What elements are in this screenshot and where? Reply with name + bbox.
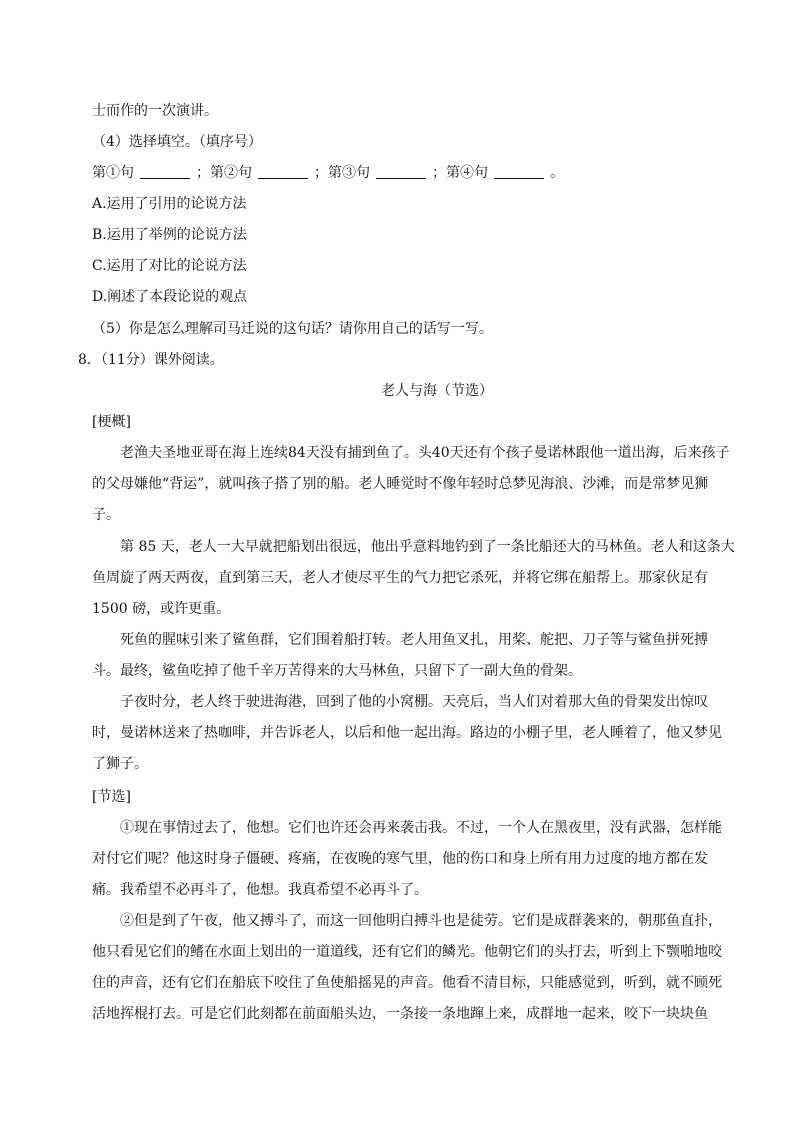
summary-p2-line3: 1500 磅，或许更重。 [92, 601, 231, 617]
option-a: A.运用了引用的论说方法 [92, 196, 247, 212]
summary-p2-line2: 鱼周旋了两天两夜，直到第三天，老人才使尽平生的气力把它杀死，并将它绑在船帮上。那家伙足有 [92, 570, 708, 586]
summary-p4-line1: 子夜时分，老人终于驶进海港，回到了他的小窝棚。天亮后，当人们对着那大鱼的骨架发出惊叹 [120, 694, 708, 710]
excerpt-p1-line1: ①现在事情过去了，他想。它们也许还会再来袭击我。不过，一个人在黑夜里，没有武器，怎样能 [120, 820, 722, 836]
option-c: C.运用了对比的论说方法 [92, 258, 247, 274]
answer-blank-3[interactable] [376, 164, 426, 179]
summary-p3-line1: 死鱼的腥味引来了鲨鱼群，它们围着船打转。老人用鱼叉扎，用桨、舵把、刀子等与鲨鱼拼死搏 [120, 632, 708, 648]
q7-4-blanks [92, 163, 564, 183]
q8-header: 8．（11分）课外阅读。 [78, 352, 224, 368]
blank-label-2: ；第②句 [196, 165, 252, 181]
summary-p1-line1: 老渔夫圣地亚哥在海上连续84天没有捕到鱼了。头40天还有个孩子曼诺林跟他一道出海，后来孩子 [120, 445, 730, 461]
q7-4-prompt: （4）选择填空。（填序号） [92, 134, 262, 150]
blank-label-3: ；第③句 [314, 165, 370, 181]
summary-p1-line3: 子。 [92, 507, 120, 523]
option-b: B.运用了举例的论说方法 [92, 227, 247, 243]
excerpt-p1-line2: 对付它们呢？他这时身子僵硬、疼痛，在夜晚的寒气里，他的伤口和身上所有用力过度的地方都在发 [92, 851, 708, 867]
excerpt-p1-line3: 痛。我希望不必再斗了，他想。我真希望不必再斗了。 [92, 882, 428, 898]
excerpt-p2-line1: ②但是到了午夜，他又搏斗了，而这一回他明白搏斗也是徒劳。它们是成群袭来的，朝那鱼直扑， [120, 913, 722, 929]
summary-p1-line2: 的父母嫌他“背运”，就叫孩子搭了别的船。老人睡觉时不像年轻时总梦见海浪、沙滩，而是常梦见狮 [92, 476, 709, 492]
excerpt-p2-line2: 他只看见它们的鳍在水面上划出的一道道线，还有它们的鳞光。他朝它们的头打去，听到上下颚啪地咬 [92, 944, 722, 960]
summary-p4-line3: 了狮子。 [92, 756, 148, 772]
blank-end: 。 [550, 165, 564, 181]
excerpt-label: [节选] [92, 789, 131, 805]
option-d: D.阐述了本段论说的观点 [92, 289, 248, 305]
summary-p3-line2: 斗。最终，鲨鱼吃掉了他千辛万苦得来的大马林鱼，只留下了一副大鱼的骨架。 [92, 663, 582, 679]
blank-label-4: ；第④句 [432, 165, 488, 181]
summary-p2-line1: 第 85 天，老人一大早就把船划出很远，他出乎意料地钓到了一条比船还大的马林鱼。老人和这条大 [120, 539, 735, 555]
excerpt-p2-line3: 住的声音，还有它们在船底下咬住了鱼使船摇晃的声音。他看不清目标，只能感觉到，听到，就不顾死 [92, 975, 722, 991]
q7-5-prompt: （5）你是怎么理解司马迁说的这句话？请你用自己的话写一写。 [92, 321, 493, 337]
answer-blank-4[interactable] [494, 164, 544, 179]
q7-tail-text: 士而作的一次演讲。 [92, 103, 218, 119]
summary-p4-line2: 时，曼诺林送来了热咖啡，并告诉老人，以后和他一起出海。路边的小棚子里，老人睡着了，他又梦见 [92, 725, 722, 741]
answer-blank-2[interactable] [258, 164, 308, 179]
blank-label-1: 第①句 [92, 165, 134, 181]
answer-blank-1[interactable] [140, 164, 190, 179]
passage-title: 老人与海（节选） [381, 383, 493, 399]
summary-label: [梗概] [92, 414, 131, 430]
excerpt-p2-line4: 活地挥棍打去。可是它们此刻都在前面船头边，一条接一条地蹿上来，成群地一起来，咬下一块块鱼 [92, 1006, 708, 1022]
